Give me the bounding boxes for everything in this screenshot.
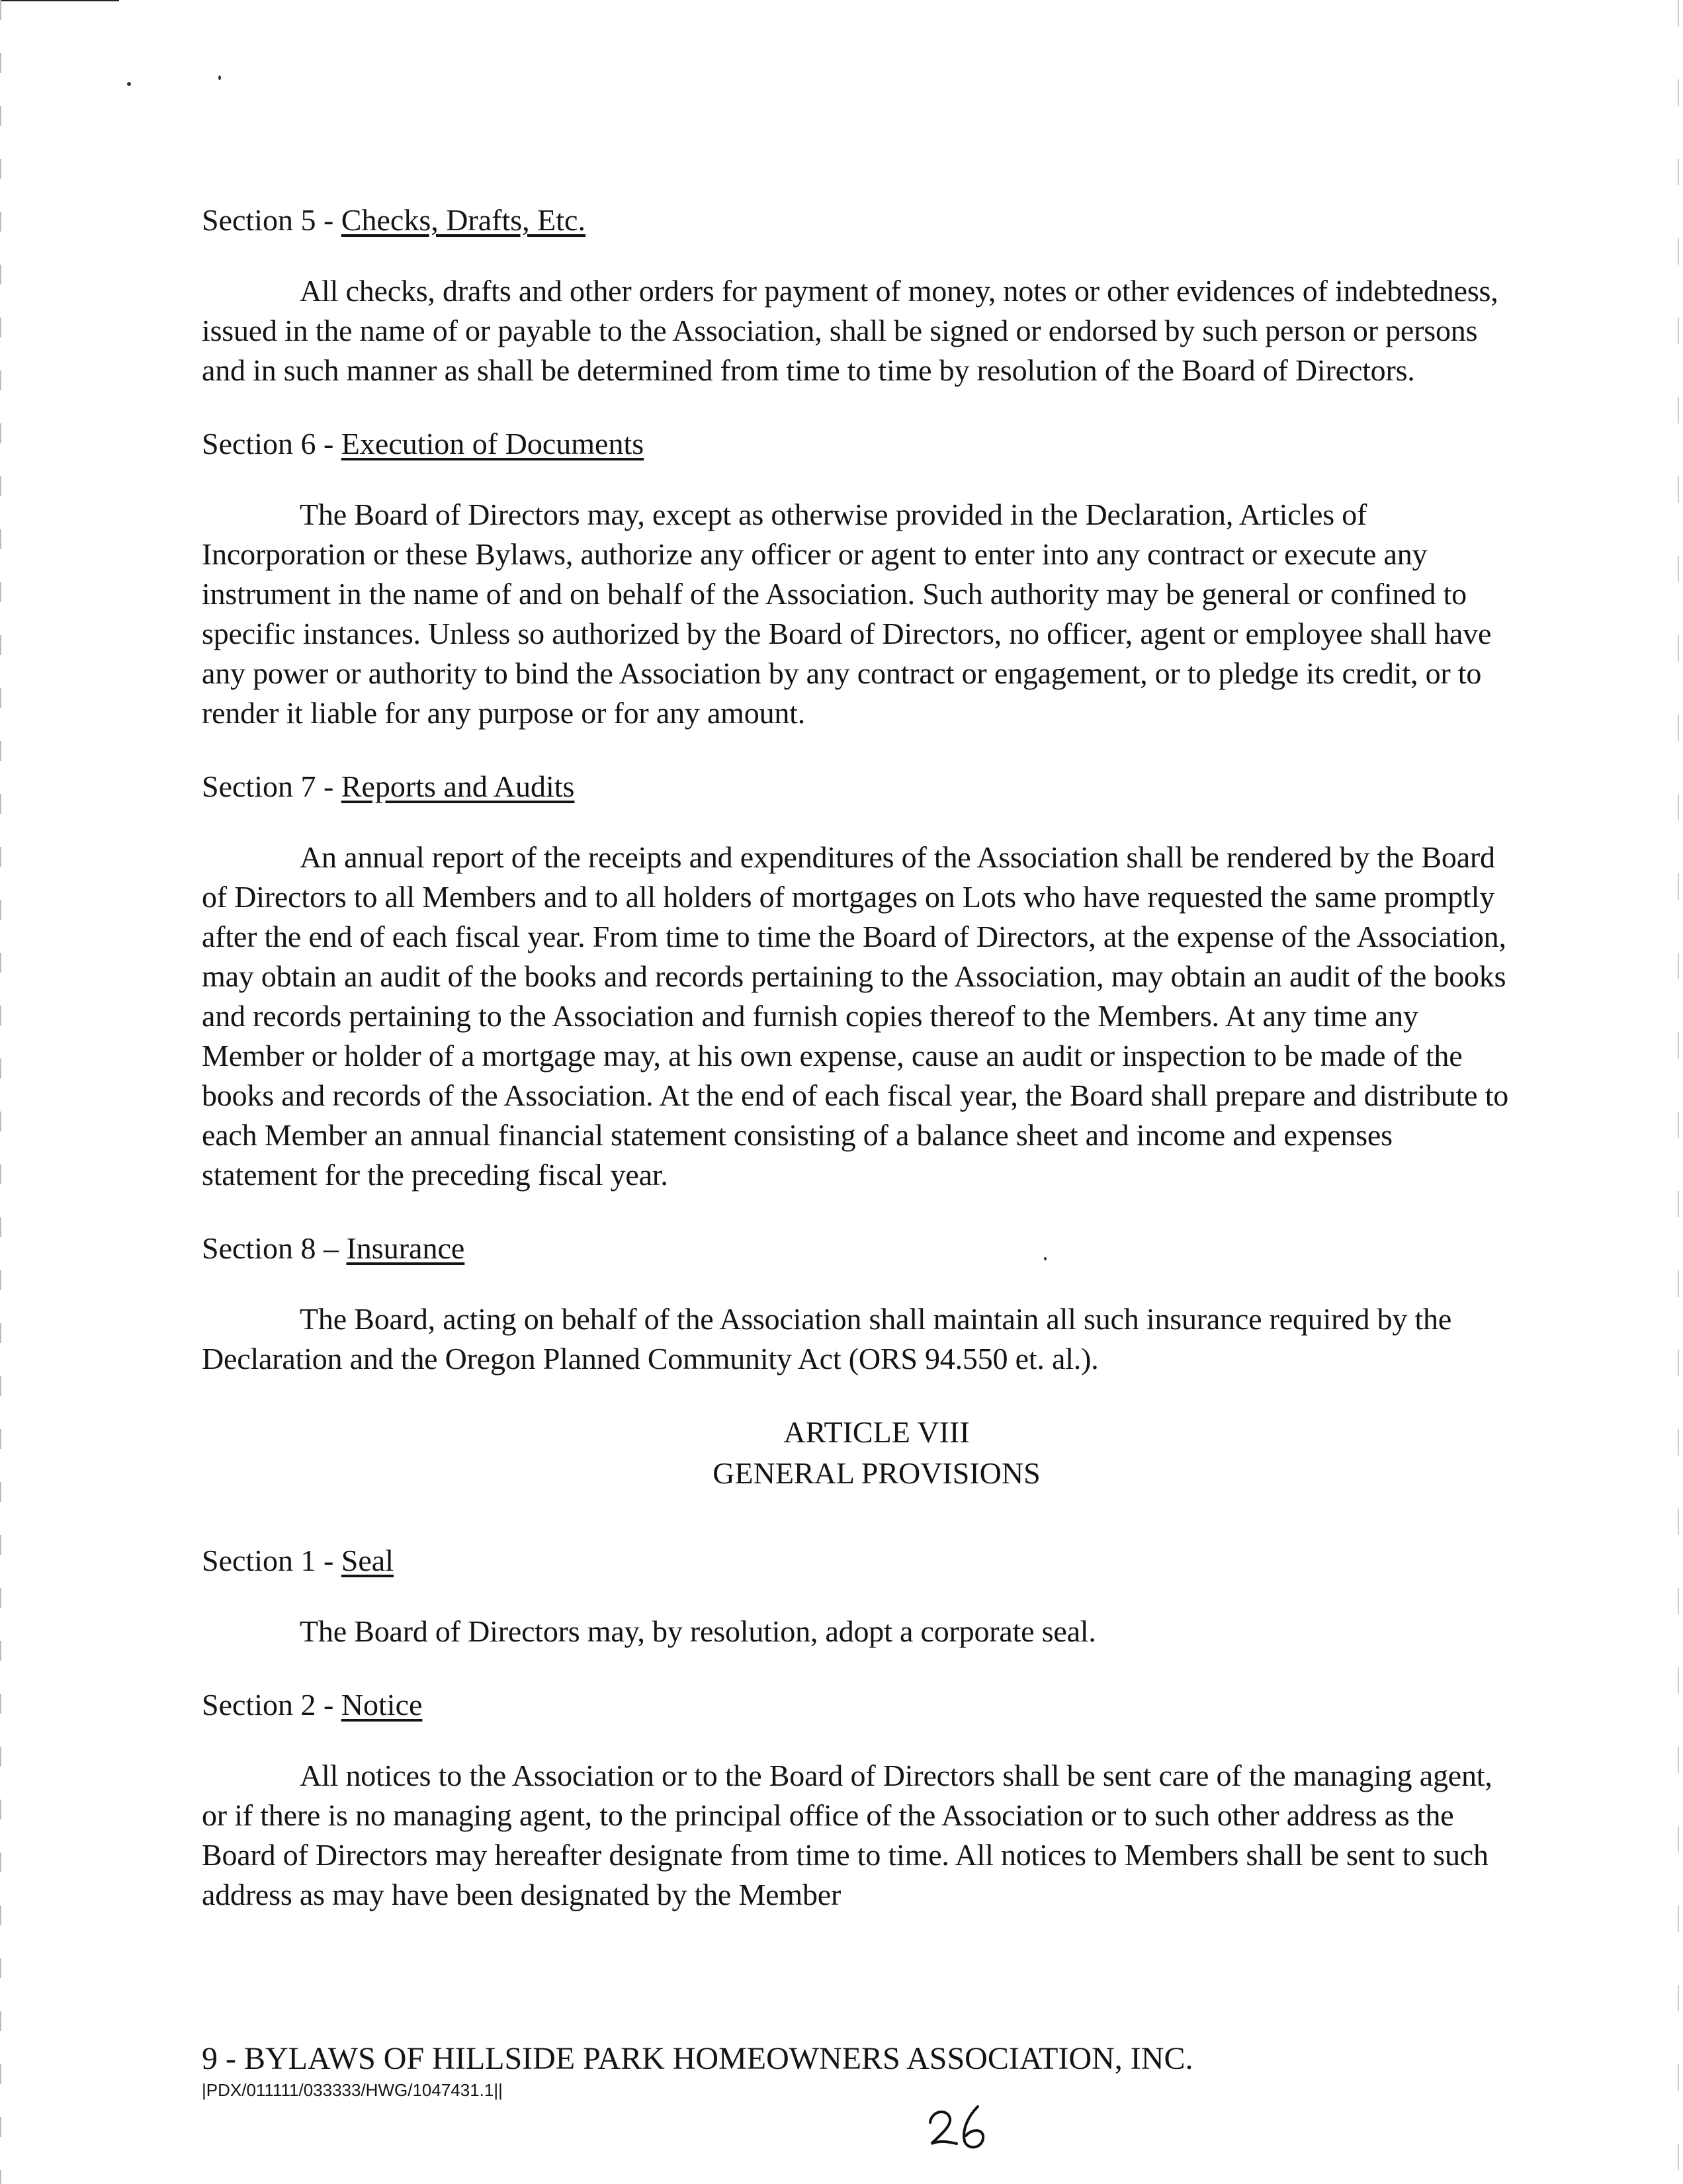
handwritten-page-number — [925, 2101, 998, 2154]
footer-title: 9 - BYLAWS OF HILLSIDE PARK HOMEOWNERS ASSOCIATION, INC. — [202, 2041, 1193, 2076]
section-6-heading — [202, 423, 1512, 464]
section-label: Section 6 - — [202, 427, 341, 460]
scan-artifact-edge-right — [1678, 0, 1679, 2184]
section-title: Notice — [341, 1688, 423, 1722]
section-7-body: An annual report of the receipts and expenditures of the Association shall be rendered by the Board of Directors to all Members and to all holders of mortgages on Lots who have requested the same promptly after the end of each fiscal year. From time to time the Board of Directors, at the expense of the Association, may obtain an audit of the books and records pertaining to the Association, may obtain an audit of the books and records pertaining to the Association and furnish copies thereof to the Members. At any time any Member or holder of a mortgage may, at his own expense, cause an audit or inspection to be made of the books and records of the Association. At the end of each fiscal year, the Board shall prepare and distribute to each Member an annual financial statement consisting of a balance sheet and income and expenses statement for the preceding fiscal year. — [202, 840, 1509, 1192]
section-title: Execution of Documents — [341, 427, 644, 460]
article-section-1-body: The Board of Directors may, by resolution, adopt a corporate seal. — [300, 1614, 1096, 1648]
section-title: Insurance — [346, 1231, 465, 1265]
section-label: Section 1 - — [202, 1544, 341, 1577]
article-name: GENERAL PROVISIONS — [712, 1456, 1041, 1490]
section-7-heading — [202, 766, 1512, 807]
scan-artifact-line — [0, 0, 119, 1]
article-section-1-heading — [202, 1540, 1512, 1581]
article-section-2-body: All notices to the Association or to the Board of Directors shall be sent care of the managing agent, or if there is no managing agent, to the principal office of the Association or to such other address as the Board of Directors may hereafter designate from time to time. All notices to Members shall be sent to such address as may have been designated by the Member — [202, 1759, 1492, 1911]
document-body — [202, 200, 1512, 1948]
section-5-body: All checks, drafts and other orders for payment of money, notes or other evidences of indebtedness, issued in the name of or payable to the Association, shall be signed or endorsed by such person or persons and in such manner as shall be determined from time to time by resolution of the Board of Directors. — [202, 274, 1498, 387]
scan-speck — [218, 75, 221, 80]
article-heading — [202, 1412, 1512, 1494]
scan-artifact-edge-left — [0, 0, 1, 2184]
section-8-body: The Board, acting on behalf of the Association shall maintain all such insurance required by the Declaration and the Oregon Planned Community Act (ORS 94.550 et. al.). — [202, 1302, 1452, 1376]
section-label: Section 8 – — [202, 1231, 347, 1265]
section-5-heading — [202, 200, 1512, 241]
scan-speck — [127, 82, 131, 86]
section-label: Section 7 - — [202, 769, 341, 803]
section-6-body: The Board of Directors may, except as otherwise provided in the Declaration, Articles of Incorporation or these Bylaws, authorize any officer or agent to enter into any contract or execute any instrument in the name of and on behalf of the Association. Such authority may be general or confined to specific instances. Unless so authorized by the Board of Directors, no officer, agent or employee shall have any power or authority to bind the Association by any contract or engagement, or to pledge its credit, or to render it liable for any purpose or for any amount. — [202, 498, 1492, 730]
section-label: Section 2 - — [202, 1688, 341, 1722]
article-number: ARTICLE VIII — [783, 1415, 970, 1449]
page-footer — [202, 2039, 1525, 2101]
section-label: Section 5 - — [202, 203, 341, 237]
footer-document-code: |PDX/011111/033333/HWG/1047431.1|| — [202, 2080, 503, 2100]
article-section-2-heading — [202, 1684, 1512, 1725]
section-title: Checks, Drafts, Etc. — [341, 203, 585, 237]
section-title: Reports and Audits — [341, 769, 575, 803]
section-8-heading — [202, 1228, 1512, 1269]
section-title: Seal — [341, 1544, 394, 1577]
